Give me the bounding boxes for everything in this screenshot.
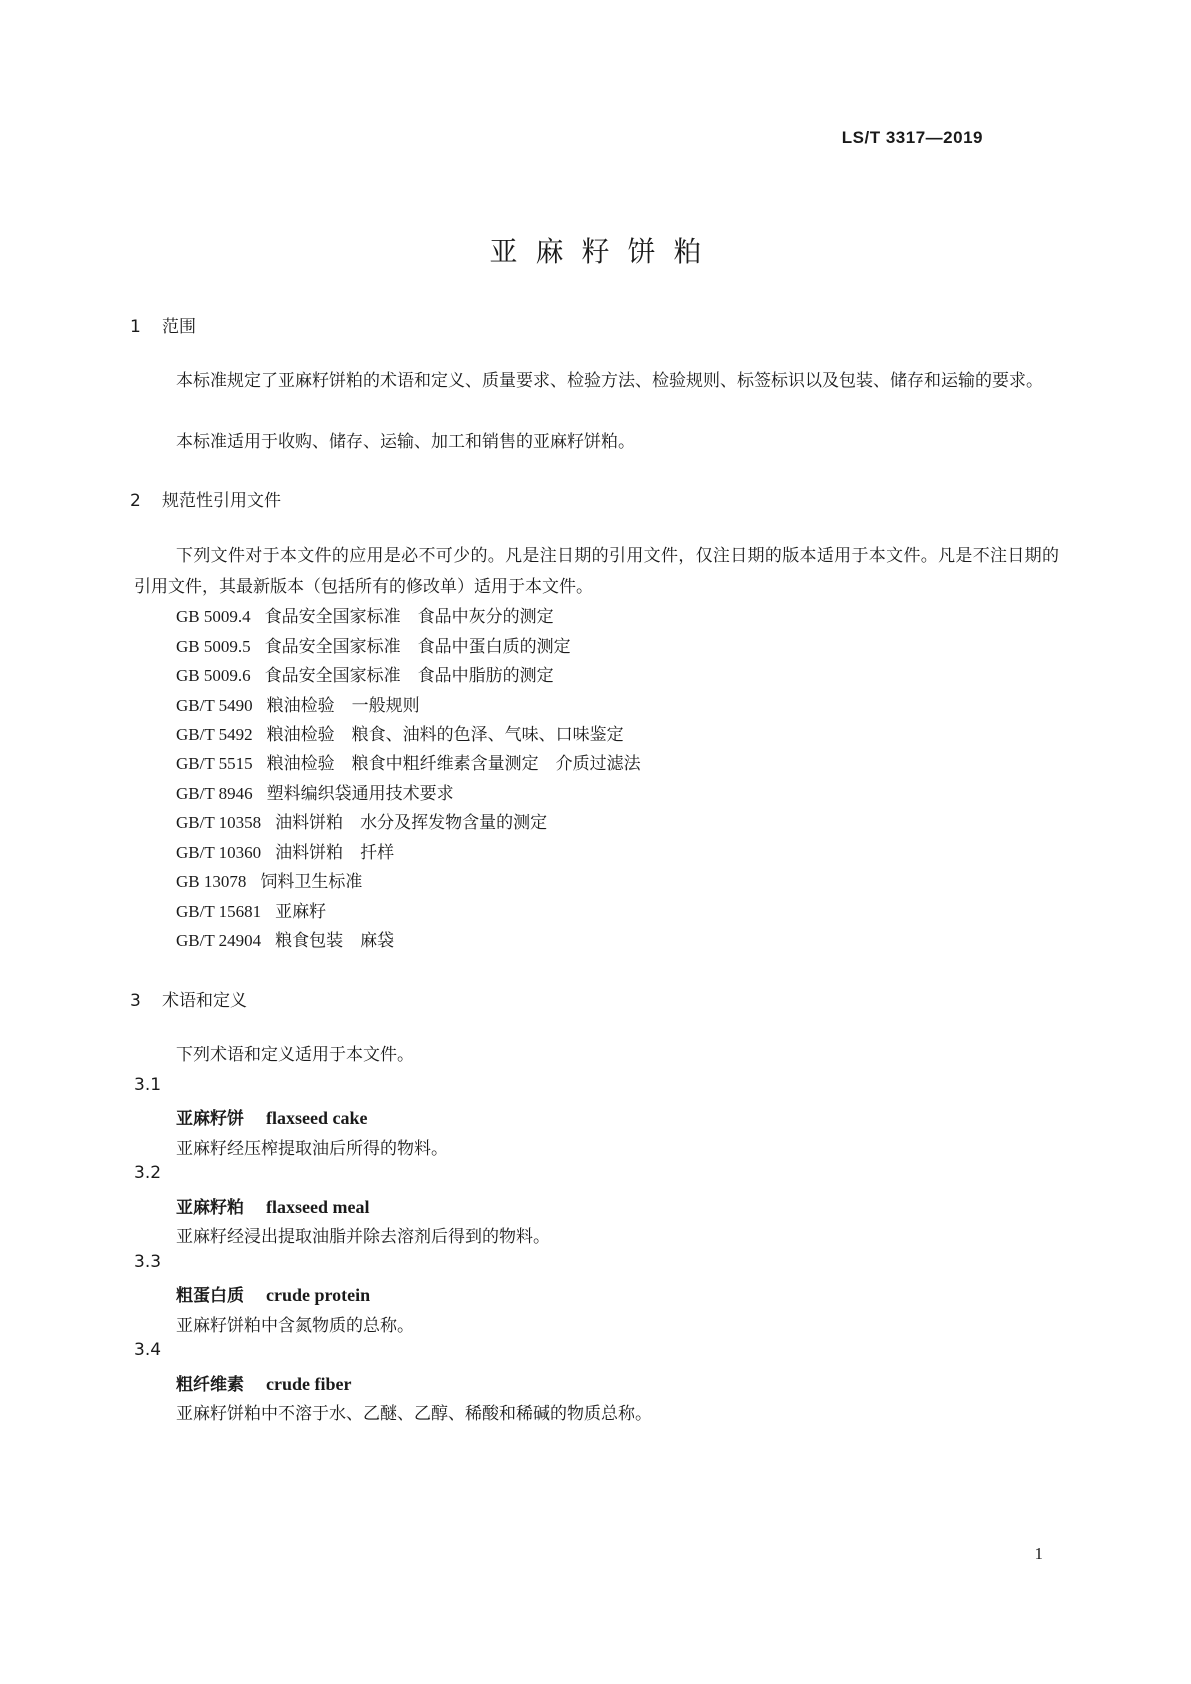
reference-title: 饲料卫生标准 xyxy=(260,872,363,892)
reference-item xyxy=(176,808,547,833)
reference-code: GB 5009.6 xyxy=(176,666,251,685)
reference-title: 粮食包装 麻袋 xyxy=(275,931,395,951)
term-entry xyxy=(176,1104,367,1129)
reference-code: GB/T 5492 xyxy=(176,725,253,744)
term-en: crude fiber xyxy=(266,1374,352,1394)
reference-title: 油料饼粕 扦样 xyxy=(275,843,395,863)
section-title: 范围 xyxy=(162,317,196,337)
section-heading-normative-references xyxy=(130,486,281,511)
reference-item xyxy=(176,632,571,657)
section-title: 规范性引用文件 xyxy=(162,491,281,511)
reference-title: 粮油检验 一般规则 xyxy=(266,696,420,716)
scope-paragraph-1: 本标准规定了亚麻籽饼粕的术语和定义、质量要求、检验方法、检验规则、标签标识以及包装、储存和运输的要求。 xyxy=(176,371,1043,391)
reference-title: 粮油检验 粮食中粗纤维素含量测定 介质过滤法 xyxy=(266,754,641,774)
reference-title: 塑料编织袋通用技术要求 xyxy=(266,784,454,804)
reference-title: 粮油检验 粮食、油料的色泽、气味、口味鉴定 xyxy=(266,725,624,745)
reference-item xyxy=(176,602,554,627)
term-zh: 亚麻籽饼 xyxy=(176,1109,244,1129)
term-number: 3.4 xyxy=(134,1340,162,1360)
reference-item xyxy=(176,661,554,686)
reference-title: 食品安全国家标准 食品中蛋白质的测定 xyxy=(264,637,571,657)
term-zh: 粗蛋白质 xyxy=(176,1286,244,1306)
reference-code: GB 13078 xyxy=(176,872,247,891)
reference-code: GB/T 15681 xyxy=(176,902,262,921)
term-en: flaxseed meal xyxy=(266,1197,370,1217)
term-definition: 亚麻籽经浸出提取油脂并除去溶剂后得到的物料。 xyxy=(176,1227,550,1247)
term-zh: 亚麻籽粕 xyxy=(176,1198,244,1218)
scope-paragraph-2: 本标准适用于收购、储存、运输、加工和销售的亚麻籽饼粕。 xyxy=(176,432,635,452)
term-entry xyxy=(176,1281,370,1306)
term-zh: 粗纤维素 xyxy=(176,1375,244,1395)
reference-title: 亚麻籽 xyxy=(275,902,327,922)
standard-number: LS/T 3317—2019 xyxy=(841,128,983,147)
section-heading-terms-definitions xyxy=(130,986,247,1011)
term-definition: 亚麻籽饼粕中含氮物质的总称。 xyxy=(176,1316,414,1336)
reference-item xyxy=(176,838,394,863)
reference-item xyxy=(176,720,624,745)
section-number: 3 xyxy=(130,991,141,1011)
reference-item xyxy=(176,897,326,922)
reference-title: 食品安全国家标准 食品中灰分的测定 xyxy=(264,607,554,627)
term-number: 3.1 xyxy=(134,1075,162,1095)
document-title: 亚麻籽饼粕 xyxy=(489,235,720,268)
reference-code: GB 5009.5 xyxy=(176,637,251,656)
reference-code: GB 5009.4 xyxy=(176,607,251,626)
section-heading-scope xyxy=(130,312,196,337)
page-number: 1 xyxy=(1034,1544,1043,1563)
term-definition: 亚麻籽经压榨提取油后所得的物料。 xyxy=(176,1139,448,1159)
reference-title: 食品安全国家标准 食品中脂肪的测定 xyxy=(264,666,554,686)
reference-item xyxy=(176,867,362,892)
reference-code: GB/T 5490 xyxy=(176,696,253,715)
term-entry xyxy=(176,1193,369,1218)
references-intro: 下列文件对于本文件的应用是必不可少的。凡是注日期的引用文件，仅注日期的版本适用于本文件。凡是不注日期的引用文件，其最新版本（包括所有的修改单）适用于本文件。 xyxy=(134,546,1059,597)
section-title: 术语和定义 xyxy=(162,991,247,1011)
reference-item xyxy=(176,779,454,804)
reference-code: GB/T 10360 xyxy=(176,843,262,862)
reference-code: GB/T 24904 xyxy=(176,931,262,950)
term-definition: 亚麻籽饼粕中不溶于水、乙醚、乙醇、稀酸和稀碱的物质总称。 xyxy=(176,1404,652,1424)
reference-code: GB/T 8946 xyxy=(176,784,253,803)
reference-code: GB/T 5515 xyxy=(176,754,253,773)
term-entry xyxy=(176,1370,351,1395)
reference-item xyxy=(176,749,641,774)
term-en: crude protein xyxy=(266,1285,371,1305)
reference-item xyxy=(176,926,394,951)
term-number: 3.2 xyxy=(134,1163,162,1183)
section-number: 2 xyxy=(130,491,141,511)
section-number: 1 xyxy=(130,317,141,337)
reference-item xyxy=(176,691,420,716)
reference-code: GB/T 10358 xyxy=(176,813,262,832)
reference-title: 油料饼粕 水分及挥发物含量的测定 xyxy=(275,813,548,833)
term-number: 3.3 xyxy=(134,1252,162,1272)
terms-intro: 下列术语和定义适用于本文件。 xyxy=(176,1045,414,1065)
term-en: flaxseed cake xyxy=(266,1108,368,1128)
